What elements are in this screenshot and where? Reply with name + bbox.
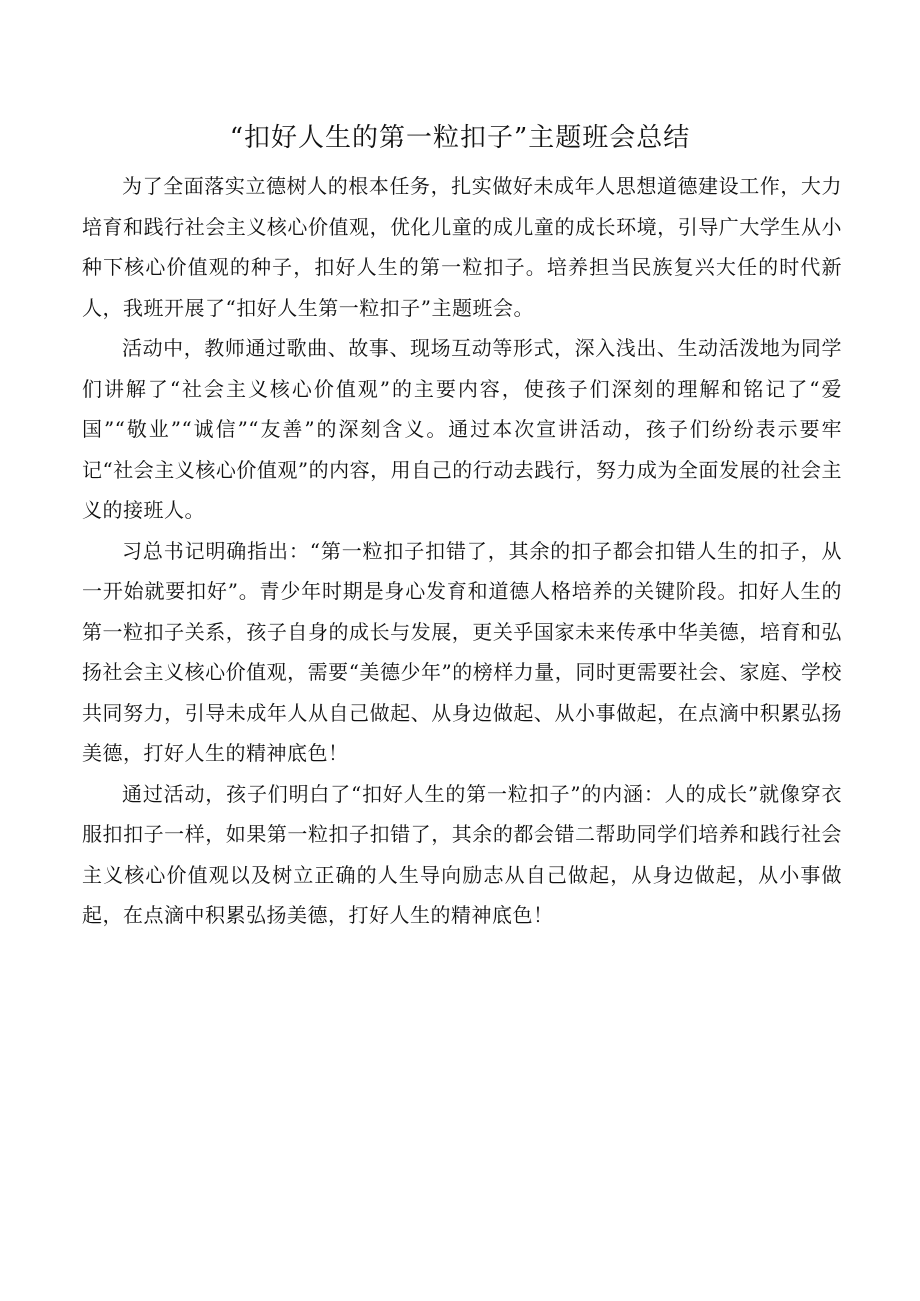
paragraph-3: 习总书记明确指出：“第一粒扣子扣错了，其余的扣子都会扣错人生的扣子，从一开始就要扣好”。青少年时期是身心发育和道德人格培养的关键阶段。扣好人生的第一粒扣子关系，孩子自身的成长与发展，更关乎国家未来传承中华美德，培育和弘扬社会主义核心价值观，需要“美德少年”的榜样力量，同时更需要社会、家庭、学校共同努力，引导未成年人从自己做起、从身边做起、从小事做起，在点滴中积累弘扬美德，打好人生的精神底色！ xyxy=(82,538,842,765)
document-title: “扣好人生的第一粒扣子”主题班会总结 xyxy=(229,123,691,153)
paragraph-2: 活动中，教师通过歌曲、故事、现场互动等形式，深入浅出、生动活泼地为同学们讲解了“社会主义核心价值观”的主要内容，使孩子们深刻的理解和铭记了“爱国”“敬业”“诚信”“友善”的深刻含义。通过本次宣讲活动，孩子们纷纷表示要牢记“社会主义核心价值观”的内容，用自己的行动去践行，努力成为全面发展的社会主义的接班人。 xyxy=(82,336,842,522)
paragraph-1: 为了全面落实立德树人的根本任务，扎实做好未成年人思想道德建设工作，大力培育和践行社会主义核心价值观，优化儿童的成儿童的成长环境，引导广大学生从小种下核心价值观的种子，扣好人生的第一粒扣子。培养担当民族复兴大任的时代新人，我班开展了“扣好人生第一粒扣子”主题班会。 xyxy=(82,174,842,320)
paragraph-4: 通过活动，孩子们明白了“扣好人生的第一粒扣子”的内涵：人的成长”就像穿衣服扣扣子一样，如果第一粒扣子扣错了，其余的都会错二帮助同学们培养和践行社会主义核心价值观以及树立正确的人生导向励志从自己做起，从身边做起，从小事做起，在点滴中积累弘扬美德，打好人生的精神底色！ xyxy=(82,781,842,927)
document-body xyxy=(82,166,842,936)
